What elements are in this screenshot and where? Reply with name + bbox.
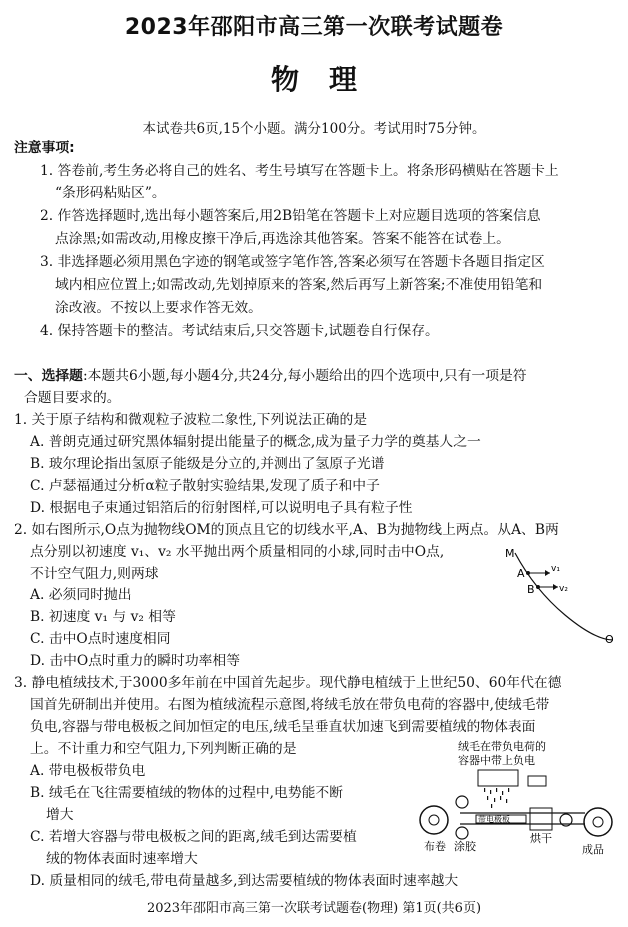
q2-stem-3: 不计空气阻力,则两球 xyxy=(30,566,159,582)
q2-parabola-figure xyxy=(495,545,620,645)
section1-text-2: 合题目要求的。 xyxy=(24,390,121,406)
fibers xyxy=(484,788,509,808)
q3-option-b-cont: 增大 xyxy=(46,807,74,823)
page-footer: 2023年邵阳市高三第一次联考试题卷(物理) 第1页(共6页) xyxy=(146,901,482,916)
label-v2: v₂ xyxy=(559,584,568,594)
q1-option-a: A. 普朗克通过研究黑体辐射提出能量子的概念,成为量子力学的奠基人之一 xyxy=(30,434,481,450)
glue-roller-2 xyxy=(456,827,468,839)
q3-stem-4: 上。不计重力和空气阻力,下列判断正确的是 xyxy=(30,741,297,757)
label-a: A xyxy=(517,567,525,580)
q2-option-a: A. 必须同时抛出 xyxy=(30,587,132,603)
glue-roller-1 xyxy=(456,796,468,808)
q3-option-a: A. 带电极板带负电 xyxy=(30,763,146,779)
q2-stem-2: 点分别以初速度 v₁、v₂ 水平抛出两个质量相同的小球,同时击中O点, xyxy=(30,544,445,560)
q2-stem-1: 2. 如右图所示,O点为抛物线OM的顶点且它的切线水平,A、B为抛物线上两点。从A、B两 xyxy=(14,522,559,538)
q1-option-b: B. 玻尔理论指出氢原子能级是分立的,并测出了氢原子光谱 xyxy=(30,456,385,472)
exam-info: 本试卷共6页,15个小题。满分100分。考试用时75分钟。 xyxy=(142,121,486,137)
q3-stem-3: 负电,容器与带电极板之间加恒定的电压,绒毛呈垂直状加速飞到需要植绒的物体表面 xyxy=(30,719,536,735)
cloth-roll-core xyxy=(429,815,439,825)
notice-line-7: 涂改液。不按以上要求作答无效。 xyxy=(55,300,262,316)
notice-line-5: 3. 非选择题必须用黑色字迹的钢笔或签字笔作答,答案必须写在答题卡各题目指定区 xyxy=(40,254,545,270)
q3-option-c-cont: 绒的物体表面时速率增大 xyxy=(46,851,198,867)
top-plate xyxy=(528,776,546,786)
notice-heading: 注意事项: xyxy=(14,140,75,156)
q3-option-d: D. 质量相同的绒毛,带电荷量越多,到达需要植绒的物体表面时速率越大 xyxy=(30,873,459,889)
parabola-curve xyxy=(515,553,613,640)
q3-flocking-figure xyxy=(410,738,620,858)
notice-line-1: 1. 答卷前,考生务必将自己的姓名、考生号填写在答题卡上。将条形码横贴在答题卡上 xyxy=(40,163,559,179)
fiber-container xyxy=(478,770,518,786)
exam-title: 2023年邵阳市高三第一次联考试题卷 xyxy=(124,15,504,40)
dryer-box xyxy=(530,808,552,830)
q1-option-d: D. 根据电子束通过铝箔后的衍射图样,可以说明电子具有粒子性 xyxy=(30,500,413,516)
label-roll: 布卷 xyxy=(424,840,446,853)
q3-option-b: B. 绒毛在飞往需要植绒的物体的过程中,电势能不断 xyxy=(30,785,344,801)
point-a xyxy=(526,571,530,575)
q2-option-c: C. 击中O点时速度相同 xyxy=(30,631,171,647)
notice-line-6: 域内相应位置上;如需改动,先划掉原来的答案,然后再写上新答案;不准使用铅笔和 xyxy=(55,277,543,293)
notice-line-3: 2. 作答选择题时,选出每小题答案后,用2B铅笔在答题卡上对应题目选项的答案信息 xyxy=(40,208,541,224)
cloth-roll xyxy=(420,806,448,834)
q1-stem: 1. 关于原子结构和微观粒子波粒二象性,下列说法正确的是 xyxy=(14,412,368,428)
caption-1: 绒毛在带负电荷的 xyxy=(458,740,546,753)
product-roll xyxy=(584,808,612,836)
q2-option-d: D. 击中O点时重力的瞬时功率相等 xyxy=(30,653,241,669)
subject-title: 物理 xyxy=(270,63,387,96)
q3-option-c: C. 若增大容器与带电极板之间的距离,绒毛到达需要植 xyxy=(30,829,357,845)
q3-stem-1: 3. 静电植绒技术,于3000多年前在中国首先起步。现代静电植绒于上世纪50、60年代在德 xyxy=(14,675,562,691)
label-product: 成品 xyxy=(582,843,604,856)
q2-option-b: B. 初速度 v₁ 与 v₂ 相等 xyxy=(30,609,176,625)
point-b xyxy=(536,585,540,589)
plate-label: 带电极板 xyxy=(478,815,510,824)
section1-text: :本题共6小题,每小题4分,共24分,每小题给出的四个选项中,只有一项是符 xyxy=(82,368,527,384)
notice-line-2: “条形码粘贴区”。 xyxy=(55,185,166,201)
q1-option-c: C. 卢瑟福通过分析α粒子散射实验结果,发现了质子和中子 xyxy=(30,478,380,494)
label-dry: 烘干 xyxy=(530,832,552,845)
label-glue: 涂胶 xyxy=(454,840,476,853)
arrowhead-v1 xyxy=(545,570,550,576)
label-o: O xyxy=(605,633,614,645)
label-m: M xyxy=(505,547,515,560)
section1-heading: 一、选择题 xyxy=(14,368,83,384)
section1-intro xyxy=(14,365,527,387)
label-v1: v₁ xyxy=(551,564,560,574)
label-b: B xyxy=(527,583,535,596)
notice-line-8: 4. 保持答题卡的整洁。考试结束后,只交答题卡,试题卷自行保存。 xyxy=(40,323,439,339)
arrowhead-v2 xyxy=(553,584,558,590)
notice-line-4: 点涂黑;如需改动,用橡皮擦干净后,再选涂其他答案。答案不能答在试卷上。 xyxy=(55,231,510,247)
product-roll-core xyxy=(593,817,603,827)
caption-2: 容器中带上负电 xyxy=(458,754,535,767)
q3-stem-2: 国首先研制出并使用。右图为植绒流程示意图,将绒毛放在带负电荷的容器中,使绒毛带 xyxy=(30,697,550,713)
